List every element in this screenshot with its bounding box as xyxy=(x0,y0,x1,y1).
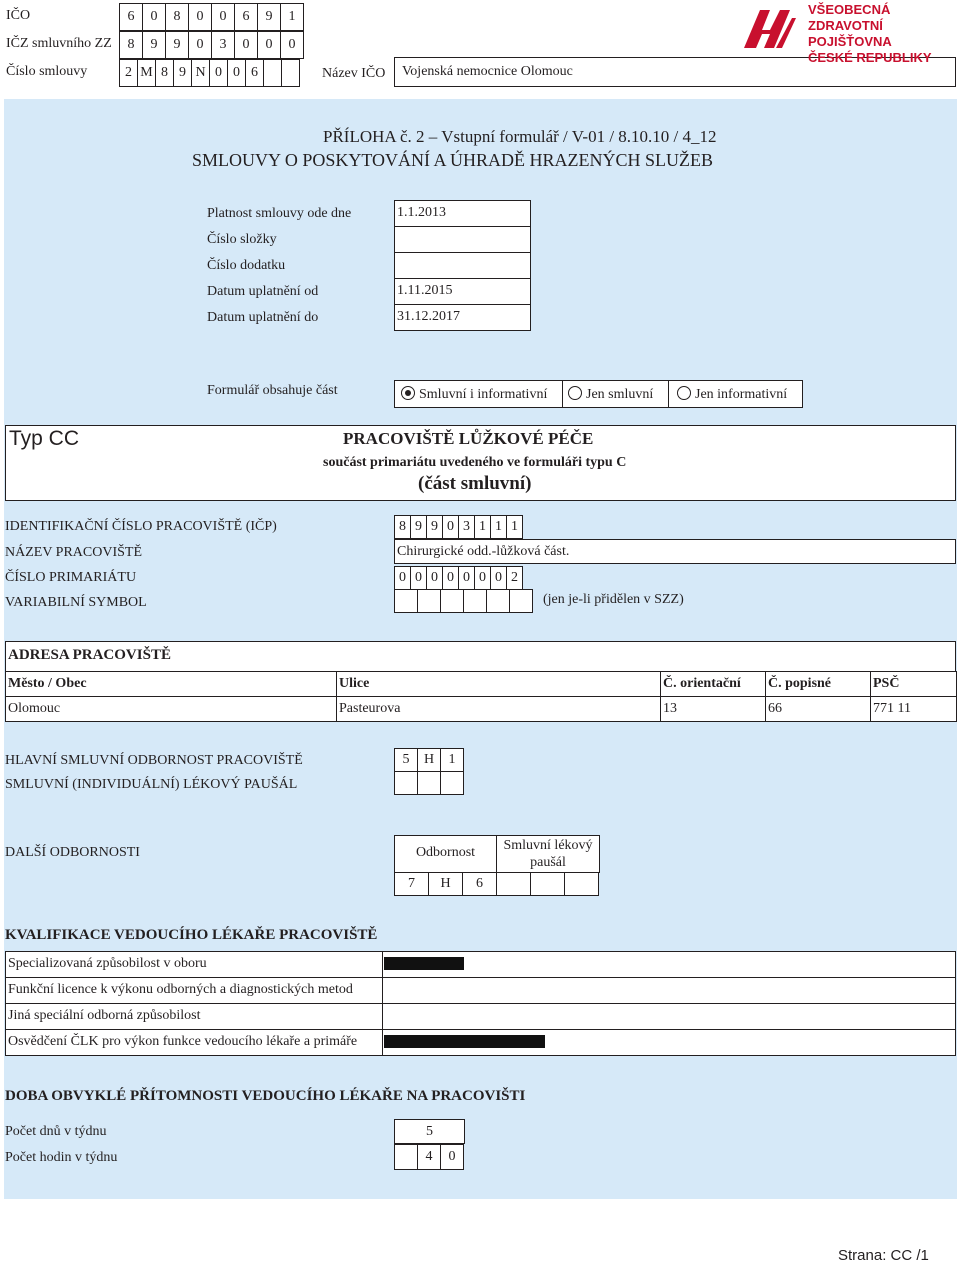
char-cell: 0 xyxy=(426,566,443,590)
col-specialty-header: Odbornost xyxy=(394,835,497,873)
char-cell: H xyxy=(428,872,463,896)
logo-line-2: ZDRAVOTNÍ POJIŠŤOVNA xyxy=(808,18,892,49)
contract-number-label: Číslo smlouvy xyxy=(6,64,88,79)
char-cell: 1 xyxy=(440,748,464,772)
workplace-name-label: NÁZEV PRACOVIŠTĚ xyxy=(5,545,143,560)
char-cell: 3 xyxy=(211,31,235,59)
ico-label: IČO xyxy=(6,8,31,23)
char-cell xyxy=(440,589,464,613)
char-cell xyxy=(394,589,418,613)
hours-per-week-label: Počet hodin v týdnu xyxy=(5,1150,118,1165)
qualification-row-value[interactable] xyxy=(382,951,956,978)
address-col-header: Č. popisné xyxy=(765,671,871,697)
radio-empty-icon xyxy=(568,386,582,400)
char-cell: 0 xyxy=(227,59,246,87)
radio-empty-icon xyxy=(677,386,691,400)
char-cell xyxy=(486,589,510,613)
redacted-block xyxy=(384,957,464,970)
main-specialty-label: HLAVNÍ SMLUVNÍ ODBORNOST PRACOVIŠTĚ xyxy=(5,753,303,768)
variable-symbol-label: VARIABILNÍ SYMBOL xyxy=(5,595,147,610)
validity-value-field[interactable]: 1.11.2015 xyxy=(394,278,531,305)
page-number: Strana: CC /1 xyxy=(838,1247,929,1264)
workplace-name-field[interactable]: Chirurgické odd.-lůžková část. xyxy=(394,539,956,564)
char-cell xyxy=(281,59,300,87)
char-cell: 0 xyxy=(474,566,491,590)
presence-heading: DOBA OBVYKLÉ PŘÍTOMNOSTI VEDOUCÍHO LÉKAŘE NA PRACOVIŠTI xyxy=(5,1088,526,1104)
variable-symbol-field[interactable] xyxy=(394,589,533,613)
type-label: Typ CC xyxy=(9,427,80,450)
char-cell xyxy=(564,872,599,896)
char-cell: N xyxy=(191,59,210,87)
char-cell: 1 xyxy=(474,515,491,539)
contract-number-field[interactable] xyxy=(119,59,300,87)
validity-value-field[interactable]: 31.12.2017 xyxy=(394,304,531,331)
char-cell: 0 xyxy=(410,566,427,590)
char-cell: 0 xyxy=(211,3,235,31)
char-cell: 0 xyxy=(280,31,304,59)
char-cell: 0 xyxy=(209,59,228,87)
type-heading: PRACOVIŠTĚ LŮŽKOVÉ PÉČE xyxy=(343,429,594,448)
variable-symbol-note: (jen je-li přidělen v SZZ) xyxy=(543,592,684,607)
drug-lump-sum-field[interactable] xyxy=(394,771,464,795)
name-ico-field[interactable]: Vojenská nemocnice Olomouc xyxy=(394,57,956,87)
char-cell: 3 xyxy=(458,515,475,539)
validity-value-field[interactable] xyxy=(394,226,531,253)
main-specialty-field[interactable] xyxy=(394,748,464,772)
other-specialties-label: DALŠÍ ODBORNOSTI xyxy=(5,845,140,860)
char-cell: 2 xyxy=(119,59,138,87)
char-cell xyxy=(509,589,533,613)
title-line-2: SMLOUVY O POSKYTOVÁNÍ A ÚHRADĚ HRAZENÝCH SLUŽEB xyxy=(192,150,714,170)
char-cell: 0 xyxy=(257,31,281,59)
address-cell[interactable]: 66 xyxy=(765,696,871,722)
char-cell: 0 xyxy=(188,31,212,59)
char-cell: 6 xyxy=(119,3,143,31)
col-lump-sum-header: Smluvní lékový paušál xyxy=(496,835,600,873)
other-specialty-field[interactable] xyxy=(394,872,497,896)
char-cell xyxy=(496,872,531,896)
char-cell: 7 xyxy=(394,872,429,896)
validity-label: Platnost smlouvy ode dne xyxy=(207,206,352,221)
validity-value-field[interactable]: 1.1.2013 xyxy=(394,200,531,227)
logo-line-1: VŠEOBECNÁ xyxy=(808,2,891,17)
radio-both[interactable] xyxy=(395,381,563,407)
address-heading-box xyxy=(5,641,956,672)
radio-contract-only[interactable] xyxy=(563,381,669,407)
char-cell: 8 xyxy=(394,515,411,539)
address-col-header: Ulice xyxy=(336,671,661,697)
qualification-row-label: Funkční licence k výkonu odborných a diagnostických metod xyxy=(5,977,383,1004)
form-part-options xyxy=(394,380,803,408)
char-cell: 9 xyxy=(257,3,281,31)
name-ico-label: Název IČO xyxy=(322,66,386,81)
vzp-logo-icon xyxy=(740,4,798,50)
address-col-header: PSČ xyxy=(870,671,957,697)
type-subheading: součást primariátu uvedeného ve formuláři typu C xyxy=(323,455,627,470)
redacted-block xyxy=(384,1035,545,1048)
iczz-label: IČZ smluvního ZZ xyxy=(6,36,112,51)
qualification-row-value[interactable] xyxy=(382,1003,956,1030)
radio-info-only-label: Jen informativní xyxy=(695,387,788,402)
char-cell: 9 xyxy=(426,515,443,539)
char-cell: 1 xyxy=(280,3,304,31)
address-heading: ADRESA PRACOVIŠTĚ xyxy=(8,647,171,663)
days-per-week-label: Počet dnů v týdnu xyxy=(5,1124,107,1139)
char-cell xyxy=(530,872,565,896)
radio-selected-icon xyxy=(401,386,415,400)
type-box xyxy=(5,425,956,501)
form-part-label: Formulář obsahuje část xyxy=(207,383,338,398)
char-cell xyxy=(417,771,441,795)
char-cell: 9 xyxy=(173,59,192,87)
char-cell: 0 xyxy=(440,1144,464,1170)
address-cell[interactable]: 13 xyxy=(660,696,766,722)
address-cell[interactable]: Pasteurova xyxy=(336,696,661,722)
radio-both-label: Smluvní i informativní xyxy=(419,387,548,402)
days-per-week-field[interactable]: 5 xyxy=(394,1119,465,1144)
title-line-1: PŘÍLOHA č. 2 – Vstupní formulář / V-01 / 8.10.10 / 4_12 xyxy=(323,127,717,146)
qualification-row-value[interactable] xyxy=(382,977,956,1004)
char-cell: 1 xyxy=(506,515,523,539)
char-cell: 9 xyxy=(142,31,166,59)
primariat-field[interactable] xyxy=(394,566,523,590)
primariat-label: ČÍSLO PRIMARIÁTU xyxy=(5,570,137,585)
char-cell: 6 xyxy=(234,3,258,31)
validity-label: Číslo dodatku xyxy=(207,258,286,273)
char-cell xyxy=(394,771,418,795)
icp-label: IDENTIFIKAČNÍ ČÍSLO PRACOVIŠTĚ (IČP) xyxy=(5,519,277,534)
char-cell xyxy=(463,589,487,613)
qualification-row-label: Specializovaná způsobilost v oboru xyxy=(5,951,383,978)
type-part: (část smluvní) xyxy=(418,473,532,494)
char-cell: 0 xyxy=(442,566,459,590)
char-cell: 2 xyxy=(506,566,523,590)
char-cell: H xyxy=(417,748,441,772)
vzp-logo xyxy=(740,2,955,65)
validity-value-field[interactable] xyxy=(394,252,531,279)
char-cell xyxy=(440,771,464,795)
char-cell: 0 xyxy=(442,515,459,539)
radio-contract-only-label: Jen smluvní xyxy=(586,387,654,402)
address-cell[interactable]: Olomouc xyxy=(5,696,337,722)
char-cell: 0 xyxy=(490,566,507,590)
qualification-row-label: Osvědčení ČLK pro výkon funkce vedoucího lékaře a primáře xyxy=(5,1029,383,1056)
char-cell: M xyxy=(137,59,156,87)
qualification-row-label: Jiná speciální odborná způsobilost xyxy=(5,1003,383,1030)
char-cell: 9 xyxy=(410,515,427,539)
char-cell: 4 xyxy=(417,1144,441,1170)
logo-line-3: ČESKÉ REPUBLIKY xyxy=(808,50,932,65)
char-cell: 0 xyxy=(394,566,411,590)
address-col-header: Město / Obec xyxy=(5,671,337,697)
hours-per-week-field[interactable] xyxy=(394,1144,464,1170)
char-cell: 8 xyxy=(119,31,143,59)
iczz-field[interactable] xyxy=(119,31,304,59)
char-cell: 0 xyxy=(234,31,258,59)
address-cell[interactable]: 771 11 xyxy=(870,696,957,722)
validity-label: Datum uplatnění do xyxy=(207,310,319,325)
char-cell: 0 xyxy=(142,3,166,31)
drug-lump-sum-label: SMLUVNÍ (INDIVIDUÁLNÍ) LÉKOVÝ PAUŠÁL xyxy=(5,777,298,792)
address-col-header: Č. orientační xyxy=(660,671,766,697)
char-cell xyxy=(263,59,282,87)
validity-label: Datum uplatnění od xyxy=(207,284,319,299)
char-cell: 6 xyxy=(462,872,497,896)
char-cell: 9 xyxy=(165,31,189,59)
char-cell: 8 xyxy=(155,59,174,87)
char-cell: 1 xyxy=(490,515,507,539)
char-cell: 0 xyxy=(458,566,475,590)
char-cell: 8 xyxy=(165,3,189,31)
char-cell xyxy=(417,589,441,613)
other-lump-sum-field[interactable] xyxy=(496,872,599,896)
char-cell: 6 xyxy=(245,59,264,87)
char-cell: 5 xyxy=(394,748,418,772)
radio-info-only[interactable] xyxy=(669,381,802,407)
ico-field[interactable] xyxy=(119,3,304,31)
char-cell: 0 xyxy=(188,3,212,31)
validity-label: Číslo složky xyxy=(207,232,277,247)
icp-field[interactable] xyxy=(394,515,523,539)
qualification-heading: KVALIFIKACE VEDOUCÍHO LÉKAŘE PRACOVIŠTĚ xyxy=(5,927,378,943)
char-cell xyxy=(394,1144,418,1170)
